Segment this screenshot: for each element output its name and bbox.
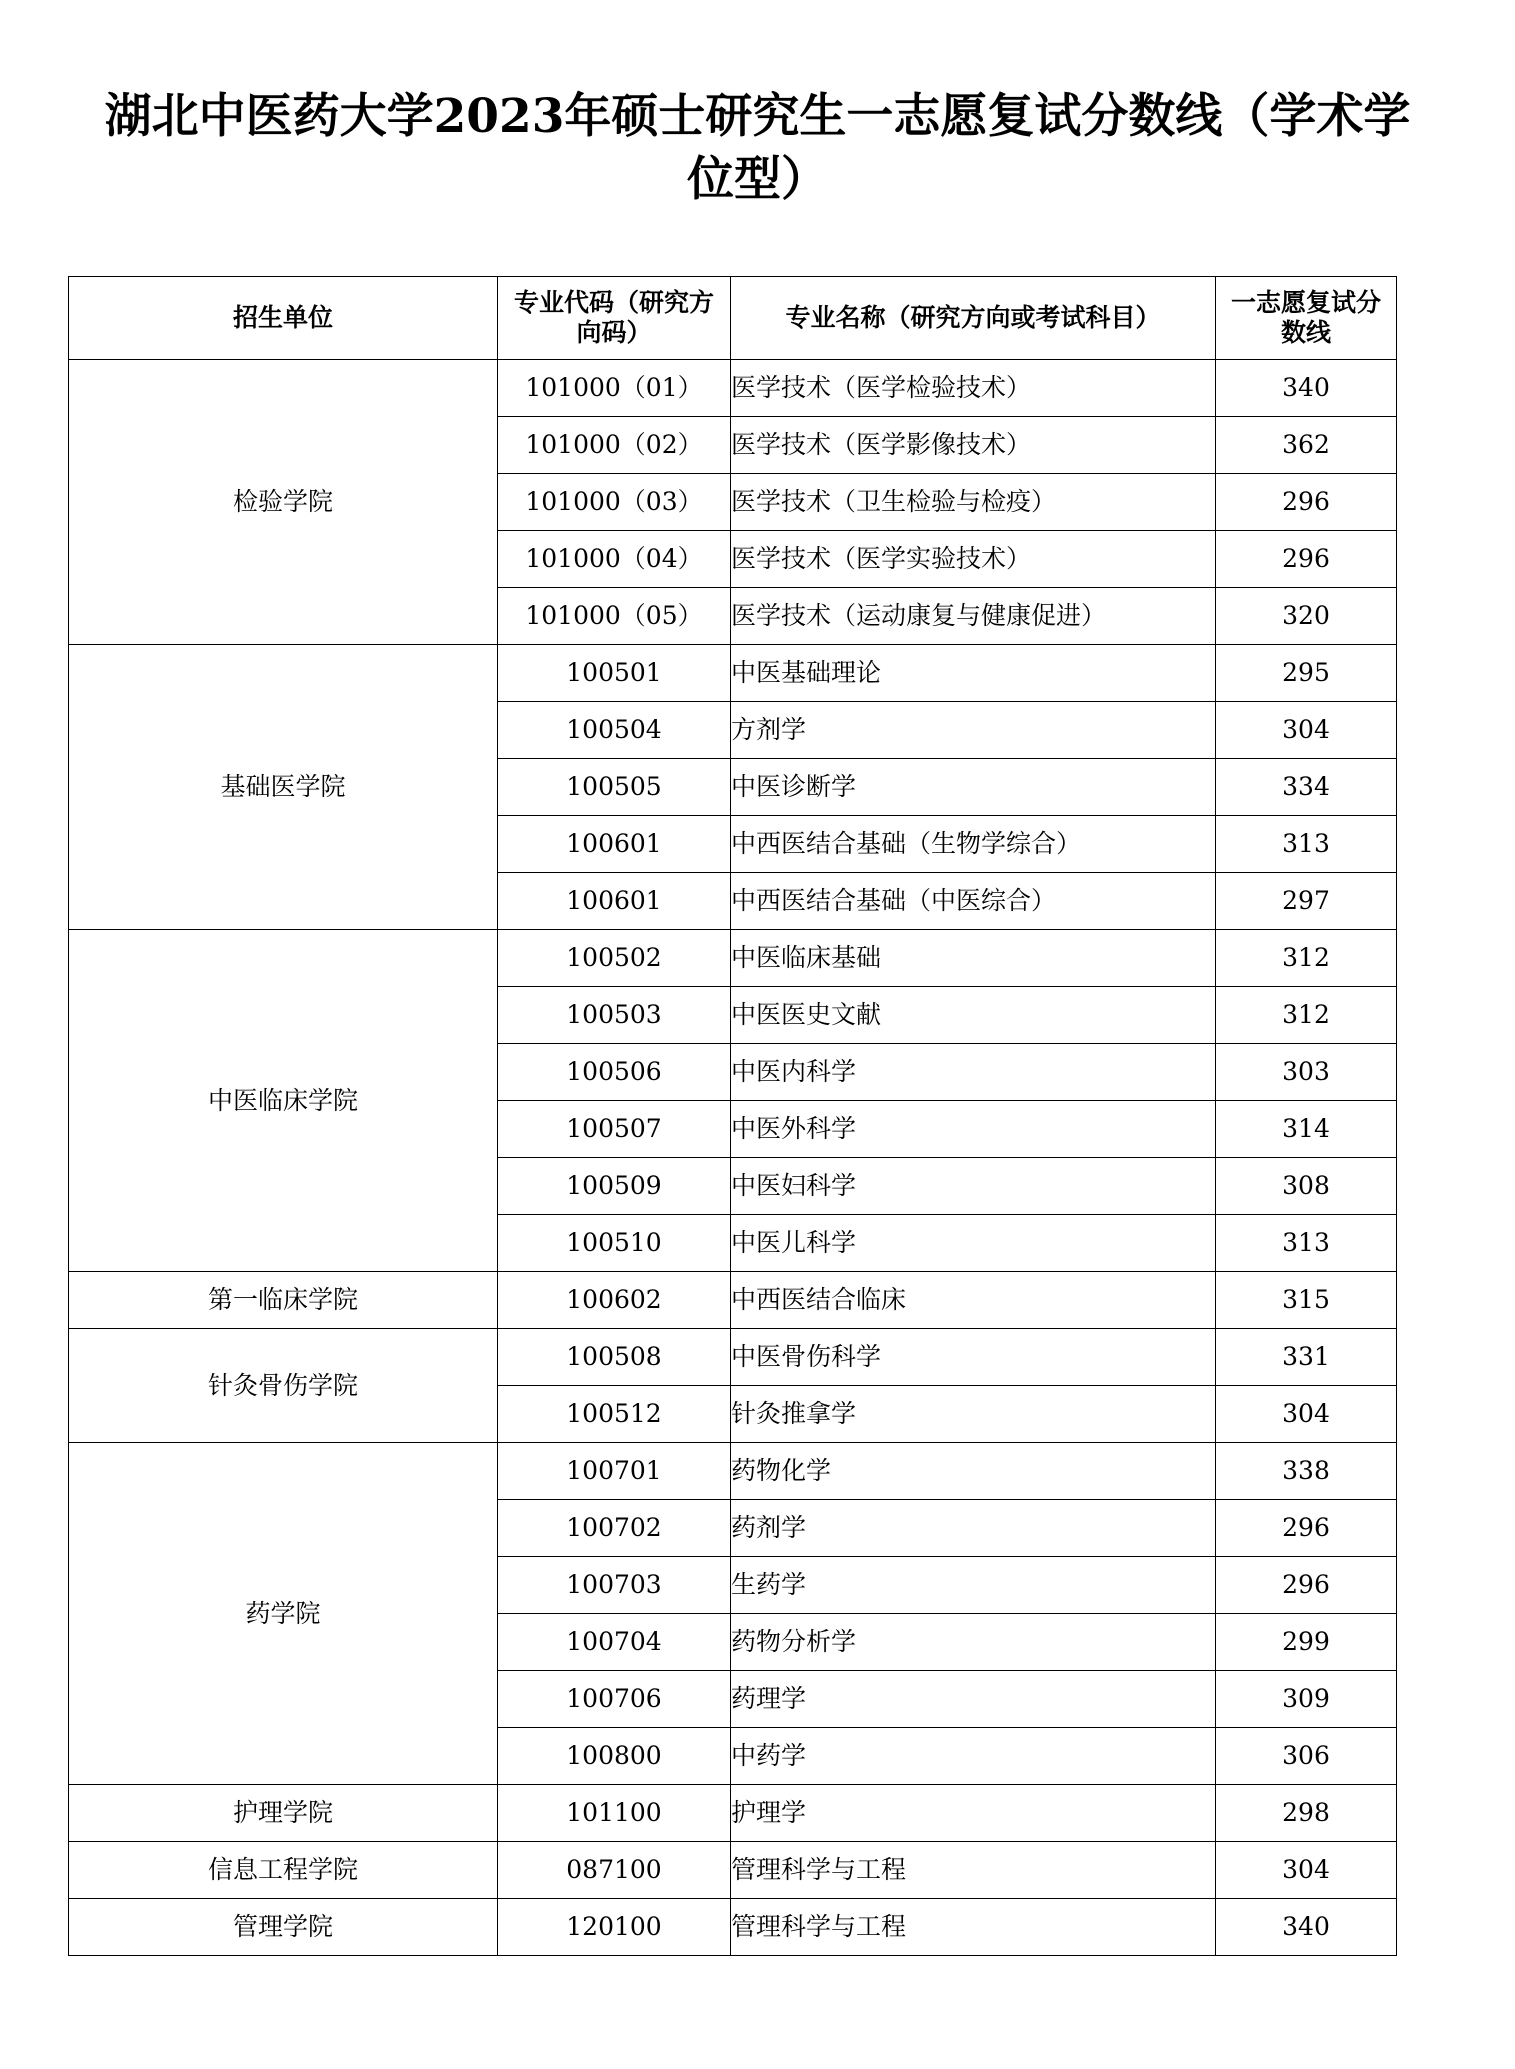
cell-major-code: 100510: [498, 1215, 731, 1272]
cell-major-name: 中西医结合基础（中医综合）: [731, 873, 1216, 930]
cell-score-line: 296: [1216, 1500, 1397, 1557]
cell-major-code: 100504: [498, 702, 731, 759]
column-header-unit: 招生单位: [69, 277, 498, 360]
cell-score-line: 295: [1216, 645, 1397, 702]
page-title: 湖北中医药大学2023年硕士研究生一志愿复试分数线（学术学位型）: [104, 89, 1411, 207]
cell-score-line: 304: [1216, 1386, 1397, 1443]
cell-major-code: 100512: [498, 1386, 731, 1443]
cell-major-name: 药剂学: [731, 1500, 1216, 1557]
cell-major-code: 100601: [498, 816, 731, 873]
cell-major-name: 药物分析学: [731, 1614, 1216, 1671]
cell-score-line: 296: [1216, 531, 1397, 588]
table-header-row: [69, 277, 1397, 360]
cell-major-name: 医学技术（医学检验技术）: [731, 360, 1216, 417]
cell-score-line: 315: [1216, 1272, 1397, 1329]
cell-major-code: 101000（04）: [498, 531, 731, 588]
cell-major-name: 中医诊断学: [731, 759, 1216, 816]
cell-major-name: 生药学: [731, 1557, 1216, 1614]
cell-major-name: 中医骨伤科学: [731, 1329, 1216, 1386]
cell-admission-unit: 基础医学院: [69, 645, 498, 930]
cell-major-name: 中医医史文献: [731, 987, 1216, 1044]
cell-major-name: 针灸推拿学: [731, 1386, 1216, 1443]
cell-score-line: 312: [1216, 987, 1397, 1044]
cell-major-name: 中西医结合基础（生物学综合）: [731, 816, 1216, 873]
score-table-container: [68, 276, 1396, 1956]
cell-admission-unit: 护理学院: [69, 1785, 498, 1842]
cell-score-line: 334: [1216, 759, 1397, 816]
table-row: [69, 1842, 1397, 1899]
table-body: [69, 360, 1397, 1956]
cell-major-code: 101000（01）: [498, 360, 731, 417]
cell-score-line: 340: [1216, 360, 1397, 417]
cell-score-line: 313: [1216, 1215, 1397, 1272]
cell-score-line: 303: [1216, 1044, 1397, 1101]
column-header-code: 专业代码（研究方向码）: [498, 277, 731, 360]
column-header-score: 一志愿复试分数线: [1216, 277, 1397, 360]
cell-major-name: 中医临床基础: [731, 930, 1216, 987]
cell-score-line: 296: [1216, 1557, 1397, 1614]
cell-major-name: 护理学: [731, 1785, 1216, 1842]
cell-major-code: 100701: [498, 1443, 731, 1500]
cell-major-code: 120100: [498, 1899, 731, 1956]
table-header: [69, 277, 1397, 360]
cell-major-name: 中医儿科学: [731, 1215, 1216, 1272]
cell-major-code: 100503: [498, 987, 731, 1044]
cell-major-code: 101100: [498, 1785, 731, 1842]
cell-score-line: 296: [1216, 474, 1397, 531]
cell-major-name: 方剂学: [731, 702, 1216, 759]
cell-major-name: 医学技术（卫生检验与检疫）: [731, 474, 1216, 531]
cell-major-code: 100507: [498, 1101, 731, 1158]
cell-major-code: 101000（03）: [498, 474, 731, 531]
cell-major-name: 医学技术（医学实验技术）: [731, 531, 1216, 588]
table-row: [69, 1785, 1397, 1842]
cell-major-name: 管理科学与工程: [731, 1899, 1216, 1956]
cell-major-name: 药理学: [731, 1671, 1216, 1728]
cell-major-code: 100508: [498, 1329, 731, 1386]
cell-score-line: 320: [1216, 588, 1397, 645]
cell-score-line: 312: [1216, 930, 1397, 987]
cell-major-name: 医学技术（医学影像技术）: [731, 417, 1216, 474]
cell-major-name: 医学技术（运动康复与健康促进）: [731, 588, 1216, 645]
cell-major-code: 100706: [498, 1671, 731, 1728]
cell-major-code: 100601: [498, 873, 731, 930]
cell-major-code: 100501: [498, 645, 731, 702]
cell-major-name: 药物化学: [731, 1443, 1216, 1500]
cell-score-line: 338: [1216, 1443, 1397, 1500]
cell-major-name: 中医外科学: [731, 1101, 1216, 1158]
cell-admission-unit: 药学院: [69, 1443, 498, 1785]
cell-score-line: 309: [1216, 1671, 1397, 1728]
cell-major-name: 中医内科学: [731, 1044, 1216, 1101]
cell-admission-unit: 管理学院: [69, 1899, 498, 1956]
cell-major-code: 100704: [498, 1614, 731, 1671]
table-row: [69, 1443, 1397, 1500]
cell-major-name: 中医妇科学: [731, 1158, 1216, 1215]
table-row: [69, 645, 1397, 702]
admission-score-table: [68, 276, 1397, 1956]
table-row: [69, 1272, 1397, 1329]
cell-major-code: 100602: [498, 1272, 731, 1329]
cell-major-name: 管理科学与工程: [731, 1842, 1216, 1899]
cell-score-line: 308: [1216, 1158, 1397, 1215]
cell-admission-unit: 中医临床学院: [69, 930, 498, 1272]
table-row: [69, 1329, 1397, 1386]
cell-major-code: 100506: [498, 1044, 731, 1101]
cell-admission-unit: 第一临床学院: [69, 1272, 498, 1329]
cell-score-line: 362: [1216, 417, 1397, 474]
cell-score-line: 340: [1216, 1899, 1397, 1956]
cell-major-code: 100509: [498, 1158, 731, 1215]
cell-score-line: 331: [1216, 1329, 1397, 1386]
cell-admission-unit: 检验学院: [69, 360, 498, 645]
cell-score-line: 313: [1216, 816, 1397, 873]
table-row: [69, 930, 1397, 987]
cell-score-line: 304: [1216, 1842, 1397, 1899]
cell-major-name: 中西医结合临床: [731, 1272, 1216, 1329]
cell-score-line: 297: [1216, 873, 1397, 930]
cell-major-name: 中药学: [731, 1728, 1216, 1785]
cell-major-code: 101000（05）: [498, 588, 731, 645]
cell-score-line: 298: [1216, 1785, 1397, 1842]
cell-major-code: 100502: [498, 930, 731, 987]
cell-score-line: 306: [1216, 1728, 1397, 1785]
cell-major-code: 087100: [498, 1842, 731, 1899]
cell-major-code: 100800: [498, 1728, 731, 1785]
cell-major-code: 100505: [498, 759, 731, 816]
cell-admission-unit: 针灸骨伤学院: [69, 1329, 498, 1443]
column-header-name: 专业名称（研究方向或考试科目）: [731, 277, 1216, 360]
cell-score-line: 304: [1216, 702, 1397, 759]
table-row: [69, 1899, 1397, 1956]
cell-major-code: 101000（02）: [498, 417, 731, 474]
cell-score-line: 314: [1216, 1101, 1397, 1158]
table-row: [69, 360, 1397, 417]
cell-major-code: 100702: [498, 1500, 731, 1557]
cell-major-name: 中医基础理论: [731, 645, 1216, 702]
cell-score-line: 299: [1216, 1614, 1397, 1671]
cell-admission-unit: 信息工程学院: [69, 1842, 498, 1899]
cell-major-code: 100703: [498, 1557, 731, 1614]
